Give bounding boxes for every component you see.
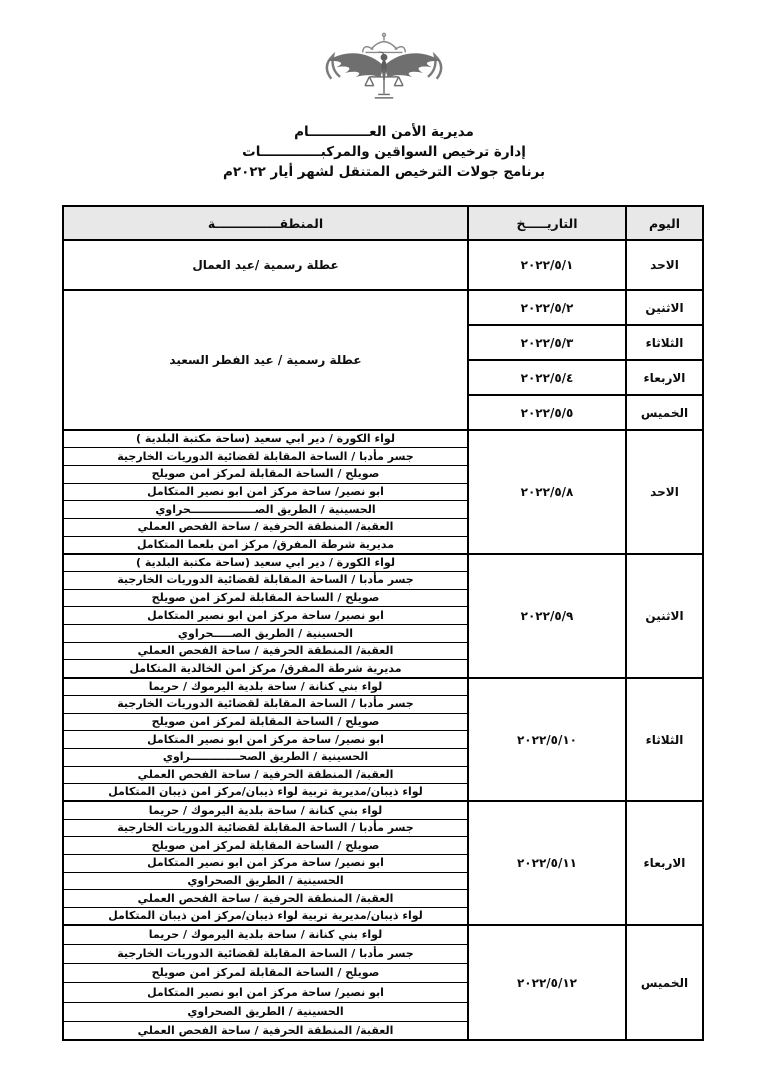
region-cell: ابو نصير/ ساحة مركز امن ابو نصير المتكامل: [63, 983, 468, 1002]
region-cell: الحسينية / الطريق الصحـــــــــــــراوي: [63, 748, 468, 766]
table-row: [63, 801, 703, 819]
day-cell: الاربعاء: [626, 801, 703, 925]
region-cell: لواء بني كنانة / ساحة بلدية اليرموك / حريما: [63, 925, 468, 944]
region-cell: عطلة رسمية /عيد العمال: [63, 240, 468, 290]
region-cell: العقبة/ المنطقة الحرفية / ساحة الفحص العملي: [63, 766, 468, 784]
table-row: [63, 430, 703, 448]
date-cell: ٢٠٢٢/٥/١٢: [468, 925, 626, 1040]
table-row: [63, 678, 703, 696]
region-cell: الحسينية / الطريق الصـــــــــــــــــحراوي: [63, 501, 468, 519]
region-cell: الحسينية / الطريق الصـــــحراوي: [63, 625, 468, 643]
date-cell: ٢٠٢٢/٥/١١: [468, 801, 626, 925]
table-row: [63, 925, 703, 944]
date-cell: ٢٠٢٢/٥/١٠: [468, 678, 626, 802]
day-cell: الثلاثاء: [626, 678, 703, 802]
region-cell: لواء ذيبان/مديرية تربية لواء ذيبان/مركز امن ذيبان المتكامل: [63, 784, 468, 802]
day-cell: الخميس: [626, 395, 703, 430]
region-cell: ابو نصير/ ساحة مركز امن ابو نصير المتكامل: [63, 483, 468, 501]
region-cell: صويلح / الساحة المقابلة لمركز امن صويلح: [63, 713, 468, 731]
date-cell: ٢٠٢٢/٥/٣: [468, 325, 626, 360]
day-cell: الاثنين: [626, 290, 703, 325]
column-header-region: المنطقـــــــــــــــة: [63, 206, 468, 240]
region-cell: لواء الكورة / دير ابي سعيد (ساحة مكتبة البلدية ): [63, 554, 468, 572]
region-cell: الحسينية / الطريق الصحراوي: [63, 872, 468, 890]
region-cell: صويلح / الساحة المقابلة لمركز امن صويلح: [63, 589, 468, 607]
date-cell: ٢٠٢٢/٥/٨: [468, 430, 626, 554]
region-cell: صويلح / الساحة المقابلة لمركز امن صويلح: [63, 837, 468, 855]
region-cell: العقبة/ المنطقة الحرفية / ساحة الفحص العملي: [63, 1021, 468, 1040]
region-cell: العقبة/ المنطقة الحرفية / ساحة الفحص العملي: [63, 642, 468, 660]
schedule-table: [62, 205, 704, 1041]
region-cell: جسر مأدبا / الساحة المقابلة لقضائية الدوريات الخارجية: [63, 448, 468, 466]
region-cell: جسر مأدبا / الساحة المقابلة لقضائية الدوريات الخارجية: [63, 944, 468, 963]
region-cell: لواء ذيبان/مديرية تربية لواء ذيبان/مركز امن ذيبان المتكامل: [63, 908, 468, 926]
region-cell: صويلح / الساحة المقابلة لمركز امن صويلح: [63, 964, 468, 983]
day-cell: الخميس: [626, 925, 703, 1040]
day-cell: الاربعاء: [626, 360, 703, 395]
day-cell: الاحد: [626, 240, 703, 290]
region-cell: العقبة/ المنطقة الحرفية / ساحة الفحص العملي: [63, 890, 468, 908]
region-cell: لواء الكورة / دير ابي سعيد (ساحة مكتبة البلدية ): [63, 430, 468, 448]
table-row: [63, 554, 703, 572]
region-cell: ابو نصير/ ساحة مركز امن ابو نصير المتكامل: [63, 607, 468, 625]
day-cell: الثلاثاء: [626, 325, 703, 360]
table-row: [63, 290, 703, 325]
region-cell: لواء بني كنانة / ساحة بلدية اليرموك / حريما: [63, 801, 468, 819]
region-cell: مديرية شرطة المفرق/ مركز امن الخالدية المتكامل: [63, 660, 468, 678]
date-cell: ٢٠٢٢/٥/٢: [468, 290, 626, 325]
column-header-date: التاريـــــخ: [468, 206, 626, 240]
date-cell: ٢٠٢٢/٥/٩: [468, 554, 626, 678]
title-block: [0, 122, 768, 182]
table-row: [63, 240, 703, 290]
region-cell: صويلح / الساحة المقابلة لمركز امن صويلح: [63, 465, 468, 483]
region-cell: عطلة رسمية / عيد الفطر السعيد: [63, 290, 468, 430]
region-cell: جسر مأدبا / الساحة المقابلة لقضائية الدوريات الخارجية: [63, 695, 468, 713]
psd-emblem-icon: [0, 30, 768, 112]
column-header-day: اليوم: [626, 206, 703, 240]
program-title: برنامج جولات الترخيص المتنقل لشهر أيار ٢٠٢٢م: [222, 164, 546, 180]
region-cell: ابو نصير/ ساحة مركز امن ابو نصير المتكامل: [63, 855, 468, 873]
region-cell: العقبة/ المنطقة الحرفية / ساحة الفحص العملي: [63, 518, 468, 536]
region-cell: لواء بني كنانة / ساحة بلدية اليرموك / حريما: [63, 678, 468, 696]
date-cell: ٢٠٢٢/٥/١: [468, 240, 626, 290]
department-title: إدارة ترخيص السواقين والمركبـــــــــــــات: [242, 144, 526, 160]
region-cell: مديرية شرطة المفرق/ مركز امن بلعما المتكامل: [63, 536, 468, 554]
day-cell: الاثنين: [626, 554, 703, 678]
directorate-title: مديرية الأمن العـــــــــــــام: [294, 124, 474, 140]
region-cell: الحسينية / الطريق الصحراوي: [63, 1002, 468, 1021]
date-cell: ٢٠٢٢/٥/٥: [468, 395, 626, 430]
day-cell: الاحد: [626, 430, 703, 554]
region-cell: جسر مأدبا / الساحة المقابلة لقضائية الدوريات الخارجية: [63, 572, 468, 590]
region-cell: جسر مأدبا / الساحة المقابلة لقضائية الدوريات الخارجية: [63, 819, 468, 837]
date-cell: ٢٠٢٢/٥/٤: [468, 360, 626, 395]
table-header-row: [63, 206, 703, 240]
region-cell: ابو نصير/ ساحة مركز امن ابو نصير المتكامل: [63, 731, 468, 749]
masthead: [0, 0, 768, 182]
